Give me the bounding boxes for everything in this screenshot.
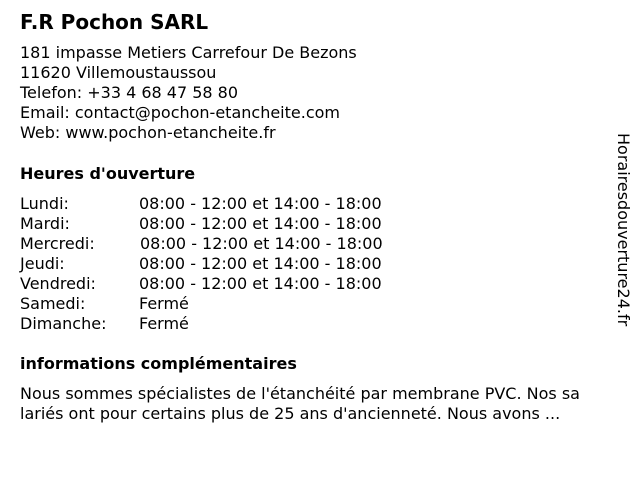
hours-time: 08:00 - 12:00 et 14:00 - 18:00 [139, 194, 382, 213]
hours-day: Samedi: [20, 294, 86, 313]
additional-info-text [20, 384, 624, 424]
hours-time: 08:00 - 12:00 et 14:00 - 18:00 [139, 274, 382, 293]
hours-time: 08:00 - 12:00 et 14:00 - 18:00 [139, 254, 382, 273]
info-line: Nous sommes spécialistes de l'étanchéité par membrane PVC. Nos sa [20, 384, 580, 403]
company-address-block [20, 43, 357, 143]
hours-day: Mardi: [20, 214, 70, 233]
hours-time: Fermé [139, 294, 189, 313]
hours-day: Lundi: [20, 194, 69, 213]
address-street: 181 impasse Metiers Carrefour De Bezons [20, 43, 357, 62]
hours-day: Mercredi: [20, 234, 95, 253]
hours-day: Jeudi: [20, 254, 65, 273]
phone-number: Telefon: +33 4 68 47 58 80 [20, 83, 239, 102]
hours-time: Fermé [139, 314, 189, 333]
info-line: lariés ont pour certains plus de 25 ans d'ancienneté. Nous avons ... [20, 404, 561, 423]
address-city: 11620 Villemoustaussou [20, 63, 217, 82]
email-address: Email: contact@pochon-etancheite.com [20, 103, 340, 122]
hours-time: 08:00 - 12:00 et 14:00 - 18:00 [139, 214, 382, 233]
hours-day: Dimanche: [20, 314, 107, 333]
additional-info-heading: informations complémentaires [20, 354, 297, 373]
opening-hours-heading: Heures d'ouverture [20, 164, 196, 183]
hours-day: Vendredi: [20, 274, 96, 293]
site-watermark: Horairesdouverture24.fr [614, 133, 633, 327]
hours-time: 08:00 - 12:00 et 14:00 - 18:00 [140, 234, 383, 253]
website-address: Web: www.pochon-etancheite.fr [20, 123, 276, 142]
company-name: F.R Pochon SARL [20, 10, 209, 34]
